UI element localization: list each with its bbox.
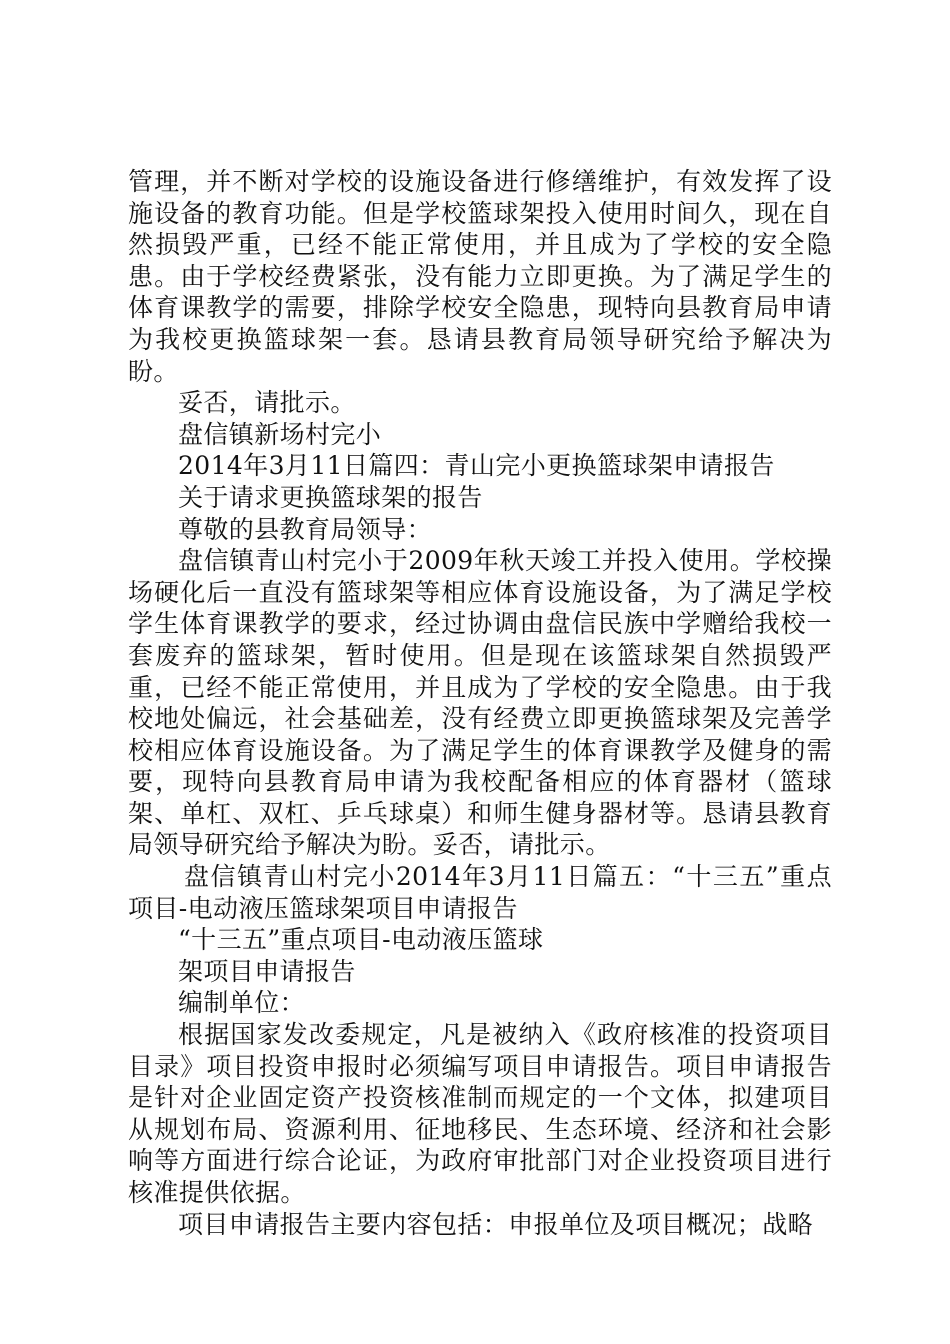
paragraph-main-contents: 项目申请报告主要内容包括：申报单位及项目概况；战略 [178, 1209, 814, 1239]
paragraph-approval-request: 妥否，请批示。 [178, 388, 356, 418]
document-body [128, 166, 832, 1240]
paragraph-report-title: 关于请求更换篮球架的报告 [178, 482, 483, 512]
paragraph-qingshan-request: 盘信镇青山村完小于2009年秋天竣工并投入使用。学校操场硬化后一直没有篮球架等相应体育设施设备，为了满足学校学生体育课教学的要求，经过协调由盘信民族中学赠给我校一套废弃的篮球架，暂时使用。但是现在该篮球架自然损毁严重，已经不能正常使用，并且成为了学校的安全隐患。由于我校地处偏远，社会基础差，没有经费立即更换篮球架及完善学校相应体育设施设备。为了满足学生的体育课教学及健身的需要，现特向县教育局申请为我校配备相应的体育器材（篮球架、单杠、双杠、乒乓球桌）和师生健身器材等。恳请县教育局领导研究给予解决为盼。妥否，请批示。 [128, 546, 832, 860]
paragraph-project-title-line2: 架项目申请报告 [178, 956, 356, 986]
paragraph-school-signature: 盘信镇新场村完小 [178, 419, 382, 449]
paragraph-signature-and-section-five: 盘信镇青山村完小2014年3月11日篇五：“十三五”重点项目-电动液压篮球架项目申请报告 [128, 862, 832, 923]
paragraph-regulation-basis: 根据国家发改委规定，凡是被纳入《政府核准的投资项目目录》项目投资申报时必须编写项目申请报告。项目申请报告是针对企业固定资产投资核准制而规定的一个文体，拟建项目从规划布局、资源利用、征地移民、生态环境、经济和社会影响等方面进行综合论证，为政府审批部门对企业投资项目进行核准提供依据。 [128, 1020, 832, 1207]
paragraph-compiling-unit: 编制单位： [178, 988, 306, 1018]
paragraph-salutation: 尊敬的县教育局领导： [178, 514, 433, 544]
paragraph-date-and-section-four: 2014年3月11日篇四：青山完小更换篮球架申请报告 [178, 451, 775, 481]
paragraph-project-title-line1: “十三五”重点项目-电动液压篮球 [178, 925, 544, 955]
paragraph-facility-maintenance: 管理，并不断对学校的设施设备进行修缮维护，有效发挥了设施设备的教育功能。但是学校篮球架投入使用时间久，现在自然损毁严重，已经不能正常使用，并且成为了学校的安全隐患。由于学校经费紧张，没有能力立即更换。为了满足学生的体育课教学的需要，排除学校安全隐患，现特向县教育局申请为我校更换篮球架一套。恳请县教育局领导研究给予解决为盼。 [128, 167, 832, 386]
